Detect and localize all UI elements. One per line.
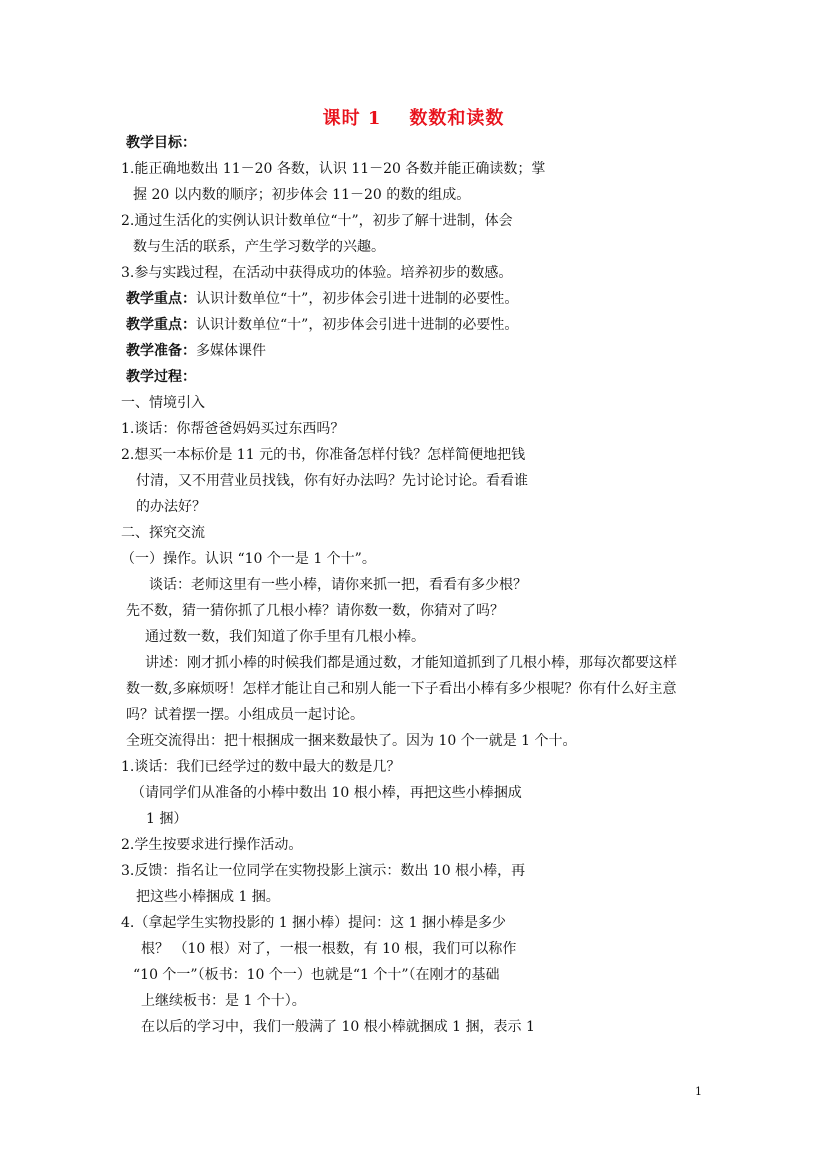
section2-line: 讲述：刚才抓小棒的时候我们都是通过数，才能知道抓到了几根小棒，那每次都要这样: [145, 655, 677, 671]
section2-line: 4.（拿起学生实物投影的 1 捆小棒）提问：这 1 捆小棒是多少: [121, 915, 506, 931]
objective-line: 1.能正确地数出 11－20 各数，认识 11－20 各数并能正确读数；掌: [121, 161, 546, 177]
teaching-prep: [126, 342, 266, 360]
section2-line: 数一数,多麻烦呀！怎样才能让自己和别人能一下子看出小棒有多少根呢？你有什么好主意: [126, 681, 677, 697]
objective-line: 数与生活的联系，产生学习数学的兴趣。: [133, 239, 385, 255]
section2-line: 3.反馈：指名让一位同学在实物投影上演示：数出 10 根小棒，再: [121, 863, 526, 879]
section2-line: 1 捆）: [146, 811, 188, 827]
section2-line: （一）操作。认识 “10 个一是 1 个十”。: [121, 551, 376, 567]
section2-line: 全班交流得出：把十根捆成一捆来数最快了。因为 10 个一就是 1 个十。: [126, 733, 577, 749]
key-point-label: 教学重点：: [126, 291, 196, 307]
key-point-label: 教学重点：: [126, 317, 196, 333]
objective-line: 2.通过生活化的实例认识计数单位“十”，初步了解十进制，体会: [121, 213, 513, 229]
section2-line: （请同学们从准备的小棒中数出 10 根小棒，再把这些小棒捆成: [131, 785, 522, 801]
section2-line: 通过数一数，我们知道了你手里有几根小棒。: [145, 629, 425, 645]
process-heading: 教学过程：: [126, 369, 196, 385]
section2-line: 2.学生按要求进行操作活动。: [121, 837, 303, 853]
key-point-1: [126, 290, 518, 308]
section2-line: “10 个一”（板书：10 个一）也就是“1 个十”（在刚才的基础: [133, 967, 500, 983]
section2-line: 1.谈话：我们已经学过的数中最大的数是几？: [121, 759, 401, 775]
objectives-heading: 教学目标：: [126, 135, 196, 151]
page-title: [0, 104, 827, 130]
title-topic: 数数和读数: [409, 108, 505, 129]
key-point-text: 认识计数单位“十”，初步体会引进十进制的必要性。: [196, 317, 519, 333]
section2-heading: 二、探究交流: [121, 525, 205, 541]
section1-line: 2.想买一本标价是 11 元的书，你准备怎样付钱？怎样简便地把钱: [121, 447, 526, 463]
section2-line: 先不数，猜一猜你抓了几根小棒？请你数一数，你猜对了吗？: [126, 603, 504, 619]
section1-line: 1.谈话：你帮爸爸妈妈买过东西吗？: [121, 421, 345, 437]
prep-text: 多媒体课件: [196, 343, 266, 359]
prep-label: 教学准备：: [126, 343, 196, 359]
section2-line: 上继续板书：是 1 个十）。: [141, 993, 306, 1009]
section2-line: 在以后的学习中，我们一般满了 10 根小棒就捆成 1 捆，表示 1: [141, 1019, 535, 1035]
key-point-text: 认识计数单位“十”，初步体会引进十进制的必要性。: [196, 291, 519, 307]
key-point-2: [126, 316, 518, 334]
page-number: 1: [695, 1085, 702, 1098]
section2-line: 谈话：老师这里有一些小棒，请你来抓一把，看看有多少根？: [149, 577, 527, 593]
section1-line: 付清，又不用营业员找钱，你有好办法吗？先讨论讨论。看看谁: [136, 473, 528, 489]
section2-line: 根？ （10 根）对了，一根一根数，有 10 根，我们可以称作: [141, 941, 517, 957]
section2-line: 吗？试着摆一摆。小组成员一起讨论。: [126, 707, 364, 723]
title-lesson: 课时 1: [322, 108, 382, 129]
section1-line: 的办法好？: [136, 499, 206, 515]
section2-line: 把这些小棒捆成 1 捆。: [136, 889, 280, 905]
section1-heading: 一、情境引入: [121, 395, 205, 411]
objective-line: 握 20 以内数的顺序；初步体会 11－20 的数的组成。: [133, 187, 471, 203]
objective-line: 3.参与实践过程，在活动中获得成功的体验。培养初步的数感。: [121, 265, 513, 281]
